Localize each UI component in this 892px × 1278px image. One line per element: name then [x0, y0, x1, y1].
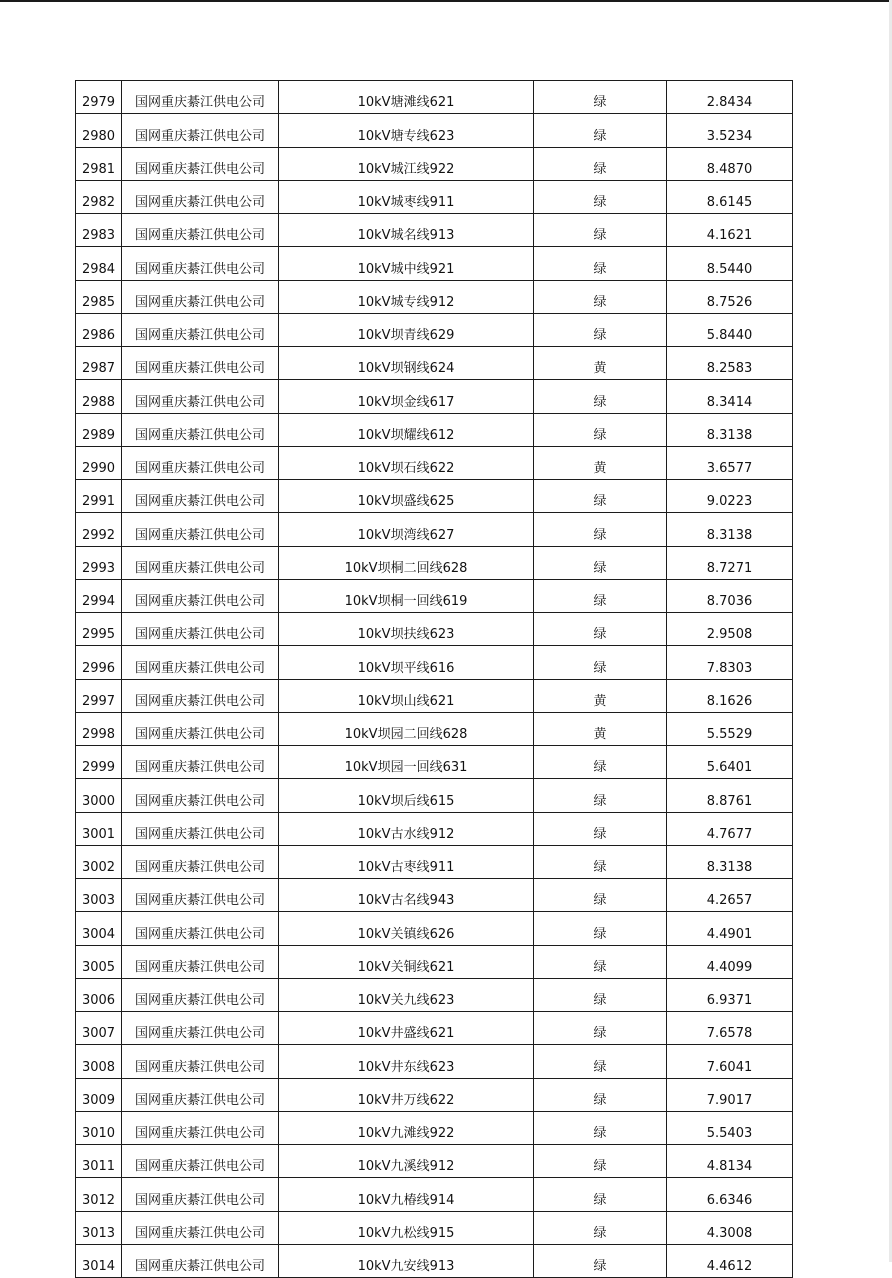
status-cell: 黄 — [534, 712, 667, 745]
table-row — [76, 313, 793, 346]
row-number-cell: 2991 — [76, 480, 122, 513]
row-number-cell: 3011 — [76, 1145, 122, 1178]
company-cell: 国网重庆綦江供电公司 — [122, 413, 279, 446]
data-table — [75, 80, 793, 1278]
value-cell: 4.4612 — [667, 1244, 793, 1277]
value-cell: 8.8761 — [667, 779, 793, 812]
status-cell: 绿 — [534, 380, 667, 413]
company-cell: 国网重庆綦江供电公司 — [122, 879, 279, 912]
status-cell: 绿 — [534, 812, 667, 845]
value-cell: 8.4870 — [667, 147, 793, 180]
table-row — [76, 114, 793, 147]
table-row — [76, 1111, 793, 1144]
row-number-cell: 2988 — [76, 380, 122, 413]
line-name-cell: 10kV城专线912 — [279, 280, 534, 313]
value-cell: 3.6577 — [667, 446, 793, 479]
company-cell: 国网重庆綦江供电公司 — [122, 81, 279, 114]
line-name-cell: 10kV坝山线621 — [279, 679, 534, 712]
status-cell: 绿 — [534, 413, 667, 446]
line-name-cell: 10kV坝盛线625 — [279, 480, 534, 513]
status-cell: 绿 — [534, 214, 667, 247]
company-cell: 国网重庆綦江供电公司 — [122, 280, 279, 313]
line-name-cell: 10kV九松线915 — [279, 1211, 534, 1244]
table-row — [76, 579, 793, 612]
value-cell: 5.8440 — [667, 313, 793, 346]
line-name-cell: 10kV坝钢线624 — [279, 347, 534, 380]
value-cell: 7.6041 — [667, 1045, 793, 1078]
line-name-cell: 10kV城枣线911 — [279, 180, 534, 213]
row-number-cell: 3008 — [76, 1045, 122, 1078]
row-number-cell: 2989 — [76, 413, 122, 446]
row-number-cell: 2993 — [76, 546, 122, 579]
row-number-cell: 3006 — [76, 978, 122, 1011]
status-cell: 绿 — [534, 280, 667, 313]
table-row — [76, 1145, 793, 1178]
value-cell: 2.9508 — [667, 613, 793, 646]
company-cell: 国网重庆綦江供电公司 — [122, 380, 279, 413]
row-number-cell: 2984 — [76, 247, 122, 280]
company-cell: 国网重庆綦江供电公司 — [122, 546, 279, 579]
page-top-border — [0, 0, 892, 2]
row-number-cell: 2980 — [76, 114, 122, 147]
value-cell: 4.2657 — [667, 879, 793, 912]
value-cell: 4.4099 — [667, 945, 793, 978]
line-name-cell: 10kV坝园二回线628 — [279, 712, 534, 745]
company-cell: 国网重庆綦江供电公司 — [122, 347, 279, 380]
value-cell: 8.3138 — [667, 845, 793, 878]
line-name-cell: 10kV坝金线617 — [279, 380, 534, 413]
company-cell: 国网重庆綦江供电公司 — [122, 147, 279, 180]
company-cell: 国网重庆綦江供电公司 — [122, 1145, 279, 1178]
row-number-cell: 3005 — [76, 945, 122, 978]
table-row — [76, 214, 793, 247]
status-cell: 绿 — [534, 546, 667, 579]
value-cell: 8.5440 — [667, 247, 793, 280]
status-cell: 绿 — [534, 1045, 667, 1078]
row-number-cell: 2981 — [76, 147, 122, 180]
row-number-cell: 2998 — [76, 712, 122, 745]
table-row — [76, 712, 793, 745]
row-number-cell: 3014 — [76, 1244, 122, 1277]
line-name-cell: 10kV坝园一回线631 — [279, 746, 534, 779]
row-number-cell: 3004 — [76, 912, 122, 945]
line-name-cell: 10kV坝石线622 — [279, 446, 534, 479]
table-row — [76, 879, 793, 912]
row-number-cell: 2987 — [76, 347, 122, 380]
row-number-cell: 2979 — [76, 81, 122, 114]
status-cell: 绿 — [534, 114, 667, 147]
company-cell: 国网重庆綦江供电公司 — [122, 480, 279, 513]
company-cell: 国网重庆綦江供电公司 — [122, 247, 279, 280]
line-name-cell: 10kV井东线623 — [279, 1045, 534, 1078]
status-cell: 绿 — [534, 646, 667, 679]
status-cell: 绿 — [534, 147, 667, 180]
value-cell: 6.6346 — [667, 1178, 793, 1211]
value-cell: 8.7526 — [667, 280, 793, 313]
line-name-cell: 10kV关铜线621 — [279, 945, 534, 978]
table-row — [76, 1078, 793, 1111]
line-name-cell: 10kV九滩线922 — [279, 1111, 534, 1144]
table-row — [76, 180, 793, 213]
table-row — [76, 1178, 793, 1211]
table-row — [76, 679, 793, 712]
company-cell: 国网重庆綦江供电公司 — [122, 1012, 279, 1045]
table-row — [76, 81, 793, 114]
table-row — [76, 1045, 793, 1078]
row-number-cell: 2982 — [76, 180, 122, 213]
company-cell: 国网重庆綦江供电公司 — [122, 646, 279, 679]
table-row — [76, 646, 793, 679]
table-row — [76, 812, 793, 845]
line-name-cell: 10kV关九线623 — [279, 978, 534, 1011]
value-cell: 4.7677 — [667, 812, 793, 845]
company-cell: 国网重庆綦江供电公司 — [122, 679, 279, 712]
value-cell: 8.3414 — [667, 380, 793, 413]
line-name-cell: 10kV九椿线914 — [279, 1178, 534, 1211]
row-number-cell: 2994 — [76, 579, 122, 612]
status-cell: 绿 — [534, 247, 667, 280]
company-cell: 国网重庆綦江供电公司 — [122, 712, 279, 745]
table-row — [76, 746, 793, 779]
value-cell: 8.7271 — [667, 546, 793, 579]
line-name-cell: 10kV古枣线911 — [279, 845, 534, 878]
status-cell: 绿 — [534, 746, 667, 779]
line-name-cell: 10kV坝耀线612 — [279, 413, 534, 446]
line-name-cell: 10kV坝桐二回线628 — [279, 546, 534, 579]
line-name-cell: 10kV塘滩线621 — [279, 81, 534, 114]
status-cell: 绿 — [534, 81, 667, 114]
table-row — [76, 1012, 793, 1045]
status-cell: 黄 — [534, 347, 667, 380]
row-number-cell: 2983 — [76, 214, 122, 247]
table-row — [76, 912, 793, 945]
line-name-cell: 10kV塘专线623 — [279, 114, 534, 147]
table-row — [76, 513, 793, 546]
row-number-cell: 3010 — [76, 1111, 122, 1144]
row-number-cell: 3002 — [76, 845, 122, 878]
value-cell: 8.2583 — [667, 347, 793, 380]
status-cell: 绿 — [534, 1111, 667, 1144]
status-cell: 绿 — [534, 579, 667, 612]
value-cell: 5.6401 — [667, 746, 793, 779]
table-row — [76, 147, 793, 180]
row-number-cell: 2999 — [76, 746, 122, 779]
company-cell: 国网重庆綦江供电公司 — [122, 1078, 279, 1111]
row-number-cell: 2997 — [76, 679, 122, 712]
status-cell: 绿 — [534, 978, 667, 1011]
status-cell: 绿 — [534, 613, 667, 646]
value-cell: 7.9017 — [667, 1078, 793, 1111]
company-cell: 国网重庆綦江供电公司 — [122, 1111, 279, 1144]
table-row — [76, 280, 793, 313]
table-row — [76, 978, 793, 1011]
company-cell: 国网重庆綦江供电公司 — [122, 912, 279, 945]
status-cell: 绿 — [534, 1078, 667, 1111]
table-row — [76, 446, 793, 479]
line-name-cell: 10kV坝平线616 — [279, 646, 534, 679]
value-cell: 4.1621 — [667, 214, 793, 247]
table-row — [76, 247, 793, 280]
row-number-cell: 3001 — [76, 812, 122, 845]
company-cell: 国网重庆綦江供电公司 — [122, 779, 279, 812]
value-cell: 5.5529 — [667, 712, 793, 745]
table-row — [76, 1244, 793, 1277]
company-cell: 国网重庆綦江供电公司 — [122, 446, 279, 479]
row-number-cell: 3012 — [76, 1178, 122, 1211]
row-number-cell: 2990 — [76, 446, 122, 479]
status-cell: 绿 — [534, 1211, 667, 1244]
status-cell: 绿 — [534, 1145, 667, 1178]
value-cell: 7.6578 — [667, 1012, 793, 1045]
line-name-cell: 10kV坝湾线627 — [279, 513, 534, 546]
table-row — [76, 413, 793, 446]
value-cell: 8.7036 — [667, 579, 793, 612]
line-name-cell: 10kV坝青线629 — [279, 313, 534, 346]
status-cell: 绿 — [534, 879, 667, 912]
company-cell: 国网重庆綦江供电公司 — [122, 513, 279, 546]
status-cell: 绿 — [534, 945, 667, 978]
status-cell: 绿 — [534, 1012, 667, 1045]
table-row — [76, 779, 793, 812]
company-cell: 国网重庆綦江供电公司 — [122, 214, 279, 247]
status-cell: 绿 — [534, 779, 667, 812]
company-cell: 国网重庆綦江供电公司 — [122, 1244, 279, 1277]
table-row — [76, 1211, 793, 1244]
line-name-cell: 10kV城江线922 — [279, 147, 534, 180]
status-cell: 绿 — [534, 180, 667, 213]
company-cell: 国网重庆綦江供电公司 — [122, 845, 279, 878]
value-cell: 8.1626 — [667, 679, 793, 712]
status-cell: 绿 — [534, 912, 667, 945]
row-number-cell: 3007 — [76, 1012, 122, 1045]
table-row — [76, 945, 793, 978]
company-cell: 国网重庆綦江供电公司 — [122, 1045, 279, 1078]
row-number-cell: 2995 — [76, 613, 122, 646]
status-cell: 绿 — [534, 1178, 667, 1211]
row-number-cell: 3013 — [76, 1211, 122, 1244]
row-number-cell: 3009 — [76, 1078, 122, 1111]
line-name-cell: 10kV坝扶线623 — [279, 613, 534, 646]
value-cell: 2.8434 — [667, 81, 793, 114]
company-cell: 国网重庆綦江供电公司 — [122, 812, 279, 845]
line-name-cell: 10kV井万线622 — [279, 1078, 534, 1111]
value-cell: 4.3008 — [667, 1211, 793, 1244]
company-cell: 国网重庆綦江供电公司 — [122, 613, 279, 646]
value-cell: 7.8303 — [667, 646, 793, 679]
value-cell: 4.8134 — [667, 1145, 793, 1178]
table-row — [76, 380, 793, 413]
line-name-cell: 10kV九安线913 — [279, 1244, 534, 1277]
company-cell: 国网重庆綦江供电公司 — [122, 978, 279, 1011]
line-name-cell: 10kV井盛线621 — [279, 1012, 534, 1045]
company-cell: 国网重庆綦江供电公司 — [122, 180, 279, 213]
company-cell: 国网重庆綦江供电公司 — [122, 746, 279, 779]
value-cell: 3.5234 — [667, 114, 793, 147]
line-name-cell: 10kV坝桐一回线619 — [279, 579, 534, 612]
table-body — [76, 81, 793, 1278]
line-name-cell: 10kV古名线943 — [279, 879, 534, 912]
table-row — [76, 613, 793, 646]
value-cell: 6.9371 — [667, 978, 793, 1011]
line-name-cell: 10kV古水线912 — [279, 812, 534, 845]
company-cell: 国网重庆綦江供电公司 — [122, 1211, 279, 1244]
status-cell: 黄 — [534, 446, 667, 479]
status-cell: 绿 — [534, 1244, 667, 1277]
company-cell: 国网重庆綦江供电公司 — [122, 579, 279, 612]
row-number-cell: 2985 — [76, 280, 122, 313]
line-name-cell: 10kV城名线913 — [279, 214, 534, 247]
line-name-cell: 10kV城中线921 — [279, 247, 534, 280]
value-cell: 4.4901 — [667, 912, 793, 945]
company-cell: 国网重庆綦江供电公司 — [122, 1178, 279, 1211]
row-number-cell: 3003 — [76, 879, 122, 912]
company-cell: 国网重庆綦江供电公司 — [122, 313, 279, 346]
value-cell: 8.6145 — [667, 180, 793, 213]
row-number-cell: 2992 — [76, 513, 122, 546]
value-cell: 8.3138 — [667, 413, 793, 446]
company-cell: 国网重庆綦江供电公司 — [122, 945, 279, 978]
value-cell: 9.0223 — [667, 480, 793, 513]
line-name-cell: 10kV关镇线626 — [279, 912, 534, 945]
table-row — [76, 546, 793, 579]
status-cell: 绿 — [534, 313, 667, 346]
status-cell: 绿 — [534, 480, 667, 513]
line-name-cell: 10kV坝后线615 — [279, 779, 534, 812]
company-cell: 国网重庆綦江供电公司 — [122, 114, 279, 147]
table-row — [76, 845, 793, 878]
value-cell: 8.3138 — [667, 513, 793, 546]
status-cell: 绿 — [534, 845, 667, 878]
value-cell: 5.5403 — [667, 1111, 793, 1144]
line-name-cell: 10kV九溪线912 — [279, 1145, 534, 1178]
row-number-cell: 3000 — [76, 779, 122, 812]
table-row — [76, 347, 793, 380]
row-number-cell: 2986 — [76, 313, 122, 346]
status-cell: 黄 — [534, 679, 667, 712]
row-number-cell: 2996 — [76, 646, 122, 679]
status-cell: 绿 — [534, 513, 667, 546]
table-row — [76, 480, 793, 513]
